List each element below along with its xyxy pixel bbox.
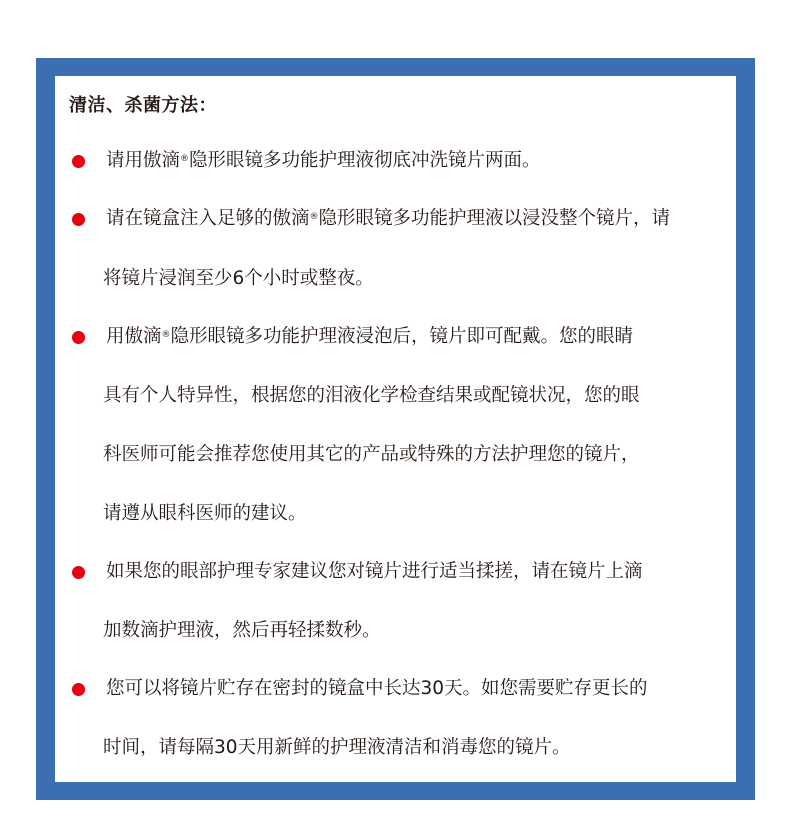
- instruction-line: [103, 502, 307, 526]
- line-text: 加数滴护理液，然后再轻揉数秒。: [103, 620, 381, 641]
- bullet-icon: [72, 566, 85, 579]
- section-heading: 清洁、杀菌方法：: [69, 95, 217, 116]
- line-text: 将镜片浸润至少6个小时或整夜。: [103, 268, 374, 289]
- brand-name: 傲滴: [124, 326, 162, 347]
- line-text: 科医师可能会推荐您使用其它的产品或特殊的方法护理您的镜片，: [103, 444, 640, 465]
- brand-name: 傲滴: [272, 208, 310, 229]
- bullet-icon: [72, 331, 85, 344]
- bullet-icon: [72, 155, 85, 168]
- instruction-line: [103, 267, 374, 291]
- line-text: 具有个人特异性，根据您的泪液化学检查结果或配镜状况，您的眼: [103, 385, 640, 406]
- instruction-line: [106, 149, 541, 173]
- instruction-line: [103, 384, 640, 408]
- line-text: 如果您的眼部护理专家建议您对镜片进行适当揉搓，请在镜片上滴: [106, 561, 643, 582]
- instruction-line: [103, 619, 381, 643]
- line-text: 您可以将镜片贮存在密封的镜盒中长达30天。如您需要贮存更长的: [106, 678, 648, 699]
- instruction-line: [106, 560, 643, 584]
- instruction-line: [106, 677, 648, 701]
- instruction-line: [103, 736, 571, 760]
- bullet-icon: [72, 683, 85, 696]
- line-text: 隐形眼镜多功能护理液彻底冲洗镜片两面。: [189, 150, 541, 171]
- registered-mark: ®: [180, 154, 190, 164]
- line-text: 时间，请每隔30天用新鲜的护理液清洁和消毒您的镜片。: [103, 737, 571, 758]
- bullet-icon: [72, 213, 85, 226]
- line-text: 请在镜盒注入足够的: [106, 208, 273, 229]
- line-text: 请用: [106, 150, 144, 171]
- line-text: 隐形眼镜多功能护理液以浸没整个镜片，请: [318, 208, 671, 229]
- line-text: 隐形眼镜多功能护理液浸泡后，镜片即可配戴。您的眼睛: [170, 326, 634, 347]
- instruction-line: [106, 325, 633, 349]
- instruction-line: [103, 443, 640, 467]
- line-text: 用: [106, 326, 125, 347]
- registered-mark: ®: [161, 330, 171, 340]
- instruction-line: [106, 207, 670, 231]
- line-text: 请遵从眼科医师的建议。: [103, 503, 307, 524]
- brand-name: 傲滴: [143, 150, 181, 171]
- registered-mark: ®: [309, 212, 319, 222]
